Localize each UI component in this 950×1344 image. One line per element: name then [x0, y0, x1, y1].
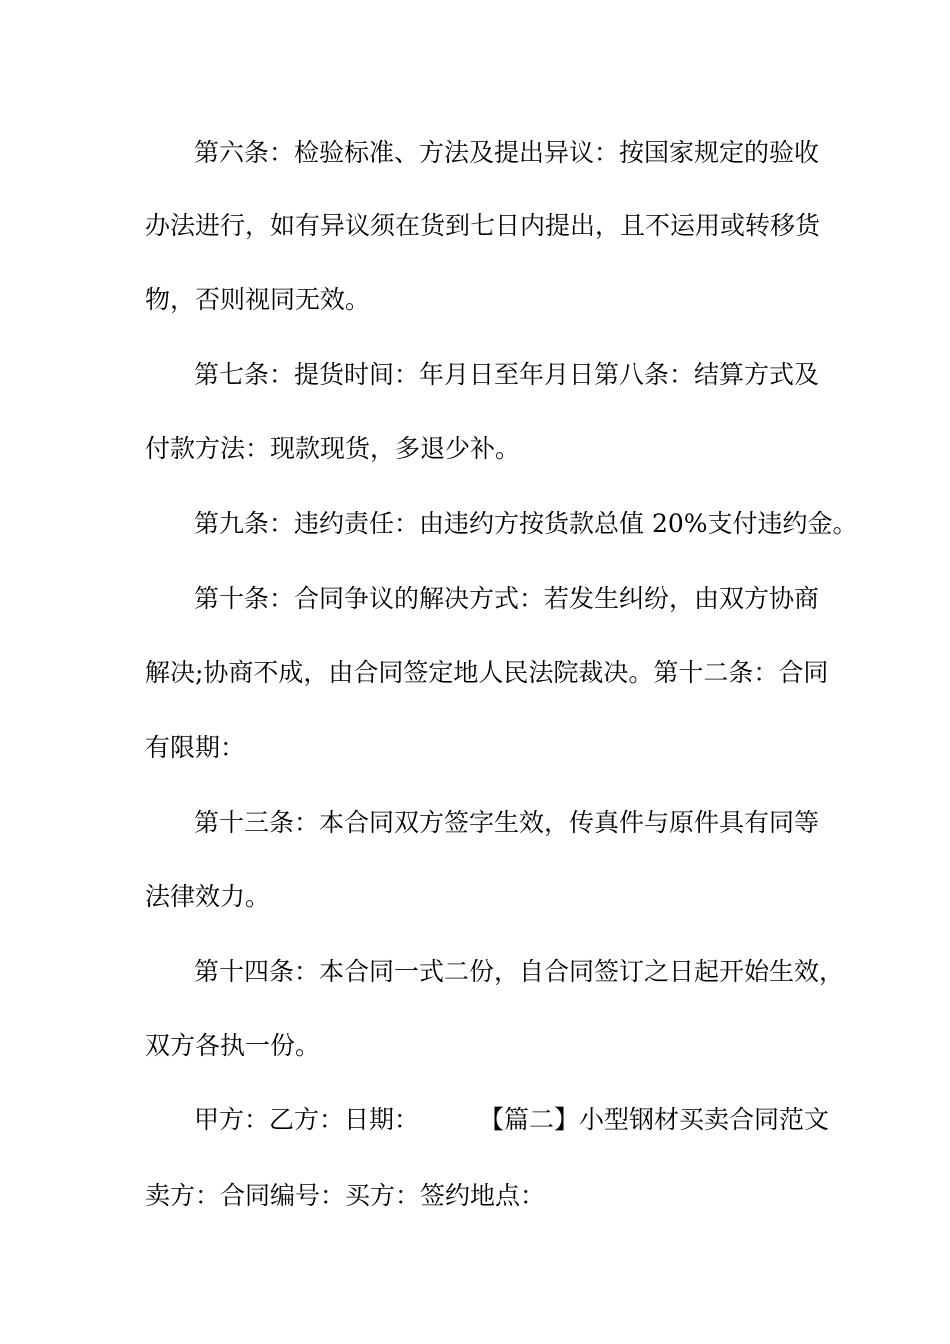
clause-13-line-2: 法律效力。	[145, 882, 271, 911]
clause-10-line-1: 第十条：合同争议的解决方式：若发生纠纷，由双方协商	[194, 584, 820, 613]
clause-12-line: 有限期：	[145, 733, 246, 762]
clause-14-line-1: 第十四条：本合同一式二份，自合同签订之日起开始生效，	[194, 957, 845, 986]
clause-6-line-1: 第六条：检验标准、方法及提出异议：按国家规定的验收	[194, 138, 820, 167]
clause-14-line-2: 双方各执一份。	[145, 1031, 321, 1060]
clause-9-line-1: 第九条：违约责任：由违约方按货款总值 20%支付违约金。	[194, 509, 858, 538]
clause-7-line-1: 第七条：提货时间：年月日至年月日第八条：结算方式及	[194, 360, 820, 389]
clause-6-line-3: 物，否则视同无效。	[145, 285, 371, 314]
signature-fields: 甲方：乙方：日期：	[194, 1105, 420, 1134]
clause-10-line-2: 解决;协商不成，由合同签定地人民法院裁决。第十二条：合同	[145, 658, 829, 687]
clause-7-line-2: 付款方法：现款现货，多退少补。	[145, 434, 521, 463]
clause-6-line-2: 办法进行，如有异议须在货到七日内提出，且不运用或转移货	[145, 211, 821, 240]
signature-line	[194, 1104, 874, 1136]
section-heading: 【篇二】小型钢材买卖合同范文	[479, 1105, 830, 1134]
contract-header-fields: 卖方：合同编号：买方：签约地点：	[145, 1181, 546, 1210]
clause-13-line-1: 第十三条：本合同双方签字生效，传真件与原件具有同等	[194, 808, 820, 837]
